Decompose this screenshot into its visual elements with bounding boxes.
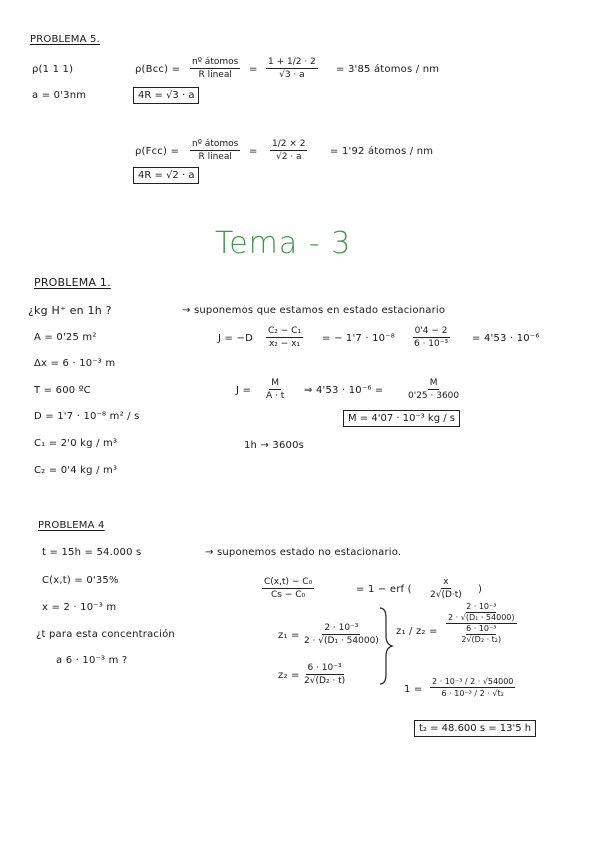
flux-fraction-2	[406, 377, 461, 402]
p1-c2: C₂ = 0'4 kg / m³	[34, 465, 118, 476]
bcc-denominator: R lineal	[198, 70, 232, 80]
bcc-numerator: nº átomos	[192, 57, 239, 67]
p1-question: ¿kg H⁺ en 1h ?	[28, 304, 112, 317]
p4-depth: x = 2 · 10⁻³ m	[42, 602, 117, 613]
ratio-lower-den: 2√(D₂ · t₂)	[461, 635, 502, 644]
fick-fraction-2	[412, 325, 450, 350]
bcc-lhs: ρ(Bcc) =	[135, 64, 181, 75]
ratio-lower	[459, 624, 503, 645]
bcc-fraction-2	[266, 56, 318, 81]
flux-denominator: A · t	[266, 391, 285, 401]
flux-numerator: M	[271, 378, 280, 388]
erf-lhs-fraction	[262, 576, 314, 601]
ratio-upper-num: 2 · 10⁻³	[466, 602, 497, 611]
unity-numerator: 2 · 10⁻³ / 2 · √54000	[432, 677, 514, 686]
t2-result-box: t₂ = 48.600 s = 13'5 h	[414, 720, 536, 737]
unity-denominator: 6 · 10⁻³ / 2 · √t₂	[441, 689, 504, 698]
erf-lhs-numerator: C(x,t) − C₀	[264, 577, 313, 587]
erf-rhs: = 1 − erf (	[356, 584, 412, 595]
flux-middle: ⇒ 4'53 · 10⁻⁶ =	[304, 385, 384, 396]
p4-question-2: a 6 · 10⁻³ m ?	[56, 655, 128, 666]
bcc-result: = 3'85 átomos / nm	[336, 64, 440, 75]
fcc-relation-box: 4R = √2 · a	[133, 167, 199, 184]
tema-title: Tema - 3	[215, 226, 352, 261]
problema-5-heading: PROBLEMA 5.	[30, 34, 100, 45]
given-plane: ρ(1 1 1)	[32, 64, 74, 75]
p4-nonsteady-note: → suponemos estado no estacionario.	[205, 547, 402, 558]
fick-denominator: x₂ − x₁	[268, 339, 301, 349]
bcc-relation-box: 4R = √3 · a	[133, 87, 199, 104]
z2-numerator: 6 · 10⁻³	[307, 663, 342, 673]
fcc-numerator: nº átomos	[192, 139, 239, 149]
flux-fraction	[264, 377, 286, 402]
mass-rate-box: M = 4'07 · 10⁻³ kg / s	[343, 410, 460, 427]
flux-denominator-2: 0'25 · 3600	[408, 391, 460, 401]
z1-denominator: 2 · √(D₁ · 54000)	[304, 636, 379, 646]
ratio-fraction	[446, 602, 517, 645]
problema-1-heading: PROBLEMA 1.	[34, 276, 111, 289]
fcc-fraction-2	[270, 138, 307, 163]
fcc-numerator-2: 1/2 × 2	[272, 139, 306, 149]
p4-time: t = 15h = 54.000 s	[42, 547, 142, 558]
ratio-lower-num: 6 · 10⁻³	[466, 624, 497, 633]
p1-steady-note: → suponemos que estamos en estado estacionario	[182, 305, 446, 316]
ratio-upper	[446, 602, 517, 624]
z1-fraction	[302, 622, 381, 647]
z2-lhs: z₂ =	[278, 670, 300, 681]
hour-conversion: 1h → 3600s	[244, 440, 305, 451]
fcc-result: = 1'92 átomos / nm	[330, 146, 434, 157]
erf-inner-numerator: x	[443, 577, 449, 587]
fick-numerator: C₂ − C₁	[268, 326, 302, 336]
p1-c1: C₁ = 2'0 kg / m³	[34, 438, 118, 449]
fcc-denominator-2: √2 · a	[275, 152, 302, 162]
brace-icon	[376, 606, 394, 686]
erf-inner-denominator: 2√(D·t)	[430, 590, 462, 600]
bcc-denominator-2: √3 · a	[279, 70, 305, 80]
bcc-equals: =	[249, 64, 258, 75]
p4-question-1: ¿t para esta concentración	[36, 629, 175, 640]
flux-numerator-2: M	[429, 378, 438, 388]
p1-diffusivity: D = 1'7 · 10⁻⁸ m² / s	[34, 411, 140, 422]
p4-concentration: C(x,t) = 0'35%	[42, 575, 119, 586]
given-lattice: a = 0'3nm	[32, 90, 87, 101]
erf-lhs-denominator: Cs − C₀	[271, 590, 306, 600]
unity-lhs: 1 =	[404, 684, 423, 695]
p1-area: A = 0'25 m²	[34, 332, 97, 343]
fick-lhs: J = −D	[218, 333, 253, 344]
fick-fraction	[266, 325, 303, 350]
p1-temperature: T = 600 ºC	[34, 385, 91, 396]
fcc-lhs: ρ(Fcc) =	[135, 146, 180, 157]
ratio-lhs: z₁ / z₂ =	[396, 626, 438, 637]
fcc-fraction	[190, 138, 240, 163]
flux-lhs: J =	[236, 385, 252, 396]
z2-denominator: 2√(D₂ · t)	[304, 676, 346, 686]
erf-inner-fraction	[428, 576, 464, 601]
bcc-numerator-2: 1 + 1/2 · 2	[268, 57, 316, 67]
erf-close: )	[478, 584, 483, 595]
fcc-equals: =	[249, 146, 258, 157]
fick-result: = 4'53 · 10⁻⁶	[472, 333, 540, 344]
fcc-denominator: R lineal	[198, 152, 232, 162]
p1-thickness: Δx = 6 · 10⁻³ m	[34, 358, 116, 369]
fick-denominator-2: 6 · 10⁻³	[414, 339, 449, 349]
fick-middle: = − 1'7 · 10⁻⁸	[322, 333, 395, 344]
z1-numerator: 2 · 10⁻³	[324, 623, 359, 633]
unity-fraction	[430, 676, 515, 699]
z1-lhs: z₁ =	[278, 630, 300, 641]
fick-numerator-2: 0'4 − 2	[414, 326, 448, 336]
problema-4-heading: PROBLEMA 4	[38, 520, 105, 531]
bcc-fraction	[190, 56, 240, 81]
z2-fraction	[302, 662, 347, 687]
ratio-upper-den: 2 · √(D₁ · 54000)	[448, 613, 515, 622]
